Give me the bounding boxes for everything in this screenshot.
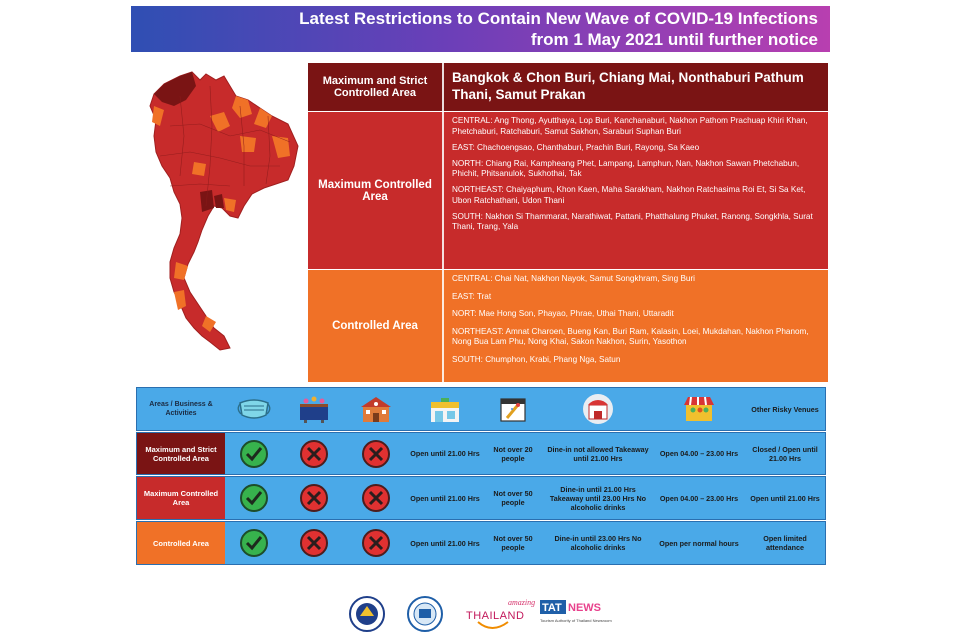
table-header (136, 387, 826, 431)
region-northeast: NORTHEAST: Chaiyaphum, Khon Kaen, Maha Sarakham, Nakhon Ratchasima Roi Et, Si Sa Ket, Ubon Ratchathani, Udon Thani (452, 185, 806, 205)
zone-maximum-label: Maximum Controlled Area (308, 112, 444, 269)
face-mask-icon (225, 388, 283, 430)
restaurant-cell: Dine-in until 23.00 Hrs No alcoholic drinks (554, 534, 642, 552)
zone-maximum (308, 112, 828, 269)
government-seal-logo (350, 597, 384, 631)
mall-cell: Open until 21.00 Hrs (410, 449, 480, 458)
gathering-cell: Not over 20 people (493, 444, 533, 463)
title-line-1: Latest Restrictions to Contain New Wave of COVID-19 Infections (299, 9, 818, 28)
bar-icon (283, 388, 345, 430)
region-central: CENTRAL: Ang Thong, Ayutthaya, Lop Buri, Kanchanaburi, Nakhon Pathom Prachuap Khiri Khan, Phetchaburi, Ratchaburi, Samut Sakhon, Saraburi Suphan Buri (452, 116, 808, 136)
market-stall-icon (653, 388, 745, 430)
table-row-strict (136, 432, 826, 475)
zone-strict (308, 63, 828, 111)
table-row-controlled (136, 521, 826, 565)
restrictions-table (136, 387, 826, 565)
row-label: Controlled Area (137, 522, 225, 564)
market-cell: Open 04.00 – 23.00 Hrs (659, 493, 739, 503)
region-south: SOUTH: Nakhon Si Thammarat, Narathiwat, Pattani, Phatthalung Phuket, Ranong, Songkhla, Surat Thani, Trang, Yala (452, 211, 813, 231)
svg-text:THAILAND: THAILAND (466, 610, 525, 622)
svg-text:TAT: TAT (542, 602, 562, 614)
gathering-cell: Not over 50 people (493, 489, 533, 507)
cross-icon (345, 433, 407, 474)
region-south: SOUTH: Chumphon, Krabi, Phang Nga, Satun (452, 354, 621, 364)
check-icon (225, 522, 283, 564)
school-icon (345, 388, 407, 430)
svg-text:amazing: amazing (508, 598, 536, 607)
gathering-cell: Not over 50 people (493, 534, 533, 552)
amazing-thailand-logo (466, 598, 535, 628)
restaurant-cell: Dine-in not allowed Takeaway until 21.00 Hrs (547, 444, 649, 463)
restaurant-icon (543, 388, 653, 430)
row-label: Maximum Controlled Area (137, 477, 225, 519)
zone-strict-provinces: Bangkok & Chon Buri, Chiang Mai, Nonthaburi Pathum Thani, Samut Prakan (452, 70, 804, 102)
risky-venues-cell: Closed / Open until 21.00 Hrs (752, 444, 818, 463)
region-northeast: NORTHEAST: Amnat Charoen, Bueng Kan, Buri Ram, Kalasin, Loei, Mukdahan, Nakhon Phanom, Nong Bua Lam Phu, Nong Khai, Sakon Nakhon, Surin, Yasothon (452, 326, 809, 346)
region-central: CENTRAL: Chai Nat, Nakhon Nayok, Samut Songkhram, Sing Buri (452, 274, 695, 283)
risky-venues-cell: Open until 21.00 Hrs (750, 493, 820, 503)
check-icon (225, 477, 283, 519)
event-calendar-icon (483, 388, 543, 430)
cross-icon (345, 522, 407, 564)
cross-icon (345, 477, 407, 519)
region-north: NORTH: Chiang Rai, Kampheang Phet, Lampang, Lamphun, Nan, Nakhon Sawan Phetchabun, Phichit, Phitsanulok, Sukhothai, Tak (452, 158, 800, 178)
title-line-2: from 1 May 2021 until further notice (530, 30, 818, 49)
cross-icon (283, 477, 345, 519)
region-north: NORT: Mae Hong Son, Phayao, Phrae, Uthai Thani, Uttaradit (452, 309, 674, 318)
tat-news-logo (540, 600, 612, 623)
other-risky-venues-header: Other Risky Venues (751, 404, 819, 414)
svg-text:NEWS: NEWS (568, 602, 601, 614)
table-row-maximum (136, 476, 826, 520)
region-east: EAST: Trat (452, 291, 492, 301)
market-cell: Open per normal hours (659, 538, 739, 548)
risky-venues-cell: Open limited attendance (763, 534, 807, 552)
check-icon (225, 433, 283, 474)
logo-strip (0, 592, 960, 636)
title-banner (131, 6, 830, 52)
svg-text:Tourism Authority of Thailand: Tourism Authority of Thailand Newsroom (540, 618, 612, 623)
zone-controlled-regions (444, 270, 828, 382)
thailand-map (140, 66, 305, 356)
restaurant-cell: Dine-in until 21.00 Hrs Takeaway until 23.00 Hrs No alcoholic drinks (549, 484, 647, 512)
zone-maximum-regions (444, 112, 828, 269)
zone-strict-label: Maximum and Strict Controlled Area (308, 63, 444, 111)
ministry-seal-logo (408, 597, 442, 631)
region-east: EAST: Chachoengsao, Chanthaburi, Prachin Buri, Rayong, Sa Kaeo (452, 142, 700, 152)
zone-controlled-label: Controlled Area (308, 270, 444, 382)
header-label: Areas / Business & Activities (137, 388, 225, 430)
zone-controlled (308, 270, 828, 382)
market-cell: Open 04.00 – 23.00 Hrs (659, 449, 739, 458)
mall-icon (407, 388, 483, 430)
cross-icon (283, 522, 345, 564)
cross-icon (283, 433, 345, 474)
mall-cell: Open until 21.00 Hrs (410, 538, 480, 548)
row-label: Maximum and Strict Controlled Area (137, 433, 225, 474)
mall-cell: Open until 21.00 Hrs (410, 493, 480, 503)
